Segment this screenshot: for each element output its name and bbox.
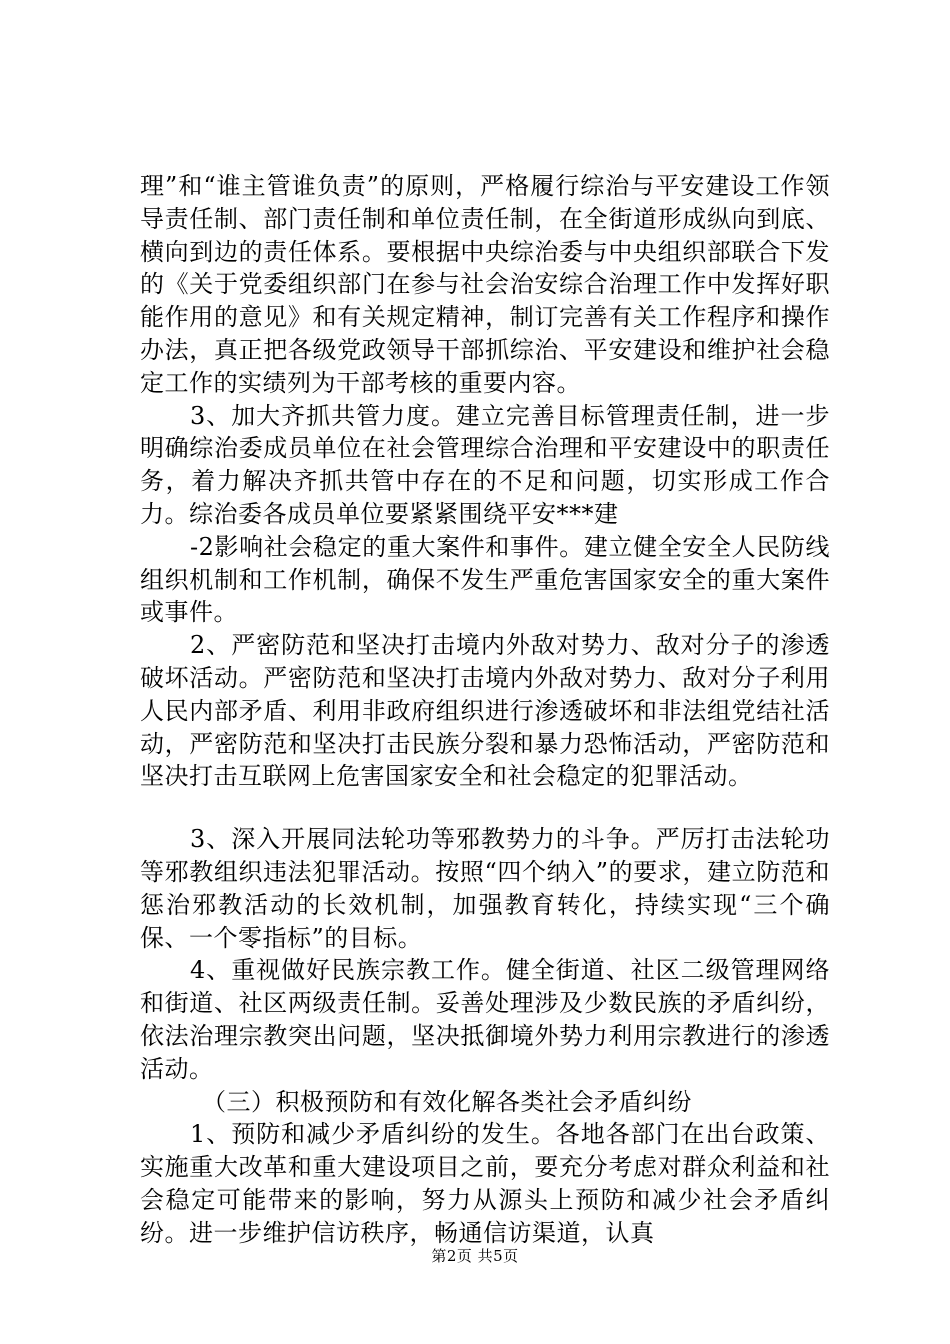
paragraph-responsibility-system: 理”和“谁主管谁负责”的原则，严格履行综治与平安建设工作领导责任制、部门责任制和单位责任制，在全街道形成纵向到底、横向到边的责任体系。要根据中央综治委与中央组织部联合下发的《关于党委组织部门在参与社会治安综合治理工作中发挥好职能作用的意见》和有关规定精神，制订完善有关工作程序和操作办法，真正把各级党政领导干部抓综治、平安建设和维护社会稳定工作的实绩列为干部考核的重要内容。 [140, 172, 830, 397]
document-body [140, 170, 830, 1250]
paragraph-major-cases: -2影响社会稳定的重大案件和事件。建立健全安全人民防线组织机制和工作机制，确保不发生严重危害国家安全的重大案件或事件。 [140, 532, 830, 627]
paragraph-joint-management: 3、加大齐抓共管力度。建立完善目标管理责任制，进一步明确综治委成员单位在社会管理综合治理和平安建设中的职责任务，着力解决齐抓共管中存在的不足和问题，切实形成工作合力。综治委各成员单位要紧紧围绕平安***建 [140, 401, 830, 528]
paragraph-cult-struggle: 3、深入开展同法轮功等邪教势力的斗争。严厉打击法轮功等邪教组织违法犯罪活动。按照“四个纳入”的要求，建立防范和惩治邪教活动的长效机制，加强教育转化，持续实现“三个确保、一个零指标”的目标。 [140, 825, 830, 952]
paragraph-ethnic-religious: 4、重视做好民族宗教工作。健全街道、社区二级管理网络和街道、社区两级责任制。妥善处理涉及少数民族的矛盾纠纷，依法治理宗教突出问题，坚决抵御境外势力利用宗教进行的渗透活动。 [140, 956, 830, 1083]
paragraph-hostile-forces: 2、严密防范和坚决打击境内外敌对势力、敌对分子的渗透破坏活动。严密防范和坚决打击境内外敌对势力、敌对分子利用人民内部矛盾、利用非政府组织进行渗透破坏和非法组党结社活动，严密防范和坚决打击民族分裂和暴力恐怖活动，严密防范和坚决打击互联网上危害国家安全和社会稳定的犯罪活动。 [140, 631, 830, 791]
page-number-footer: 第2页 共5页 [431, 1247, 519, 1265]
paragraph-spacer [140, 793, 830, 823]
paragraph-prevent-disputes: 1、预防和减少矛盾纠纷的发生。各地各部门在出台政策、实施重大改革和重大建设项目之前，要充分考虑对群众利益和社会稳定可能带来的影响，努力从源头上预防和减少社会矛盾纠纷。进一步维护信访秩序，畅通信访渠道，认真 [140, 1120, 830, 1247]
section-heading-disputes: （三）积极预防和有效化解各类社会矛盾纠纷 [202, 1087, 692, 1116]
